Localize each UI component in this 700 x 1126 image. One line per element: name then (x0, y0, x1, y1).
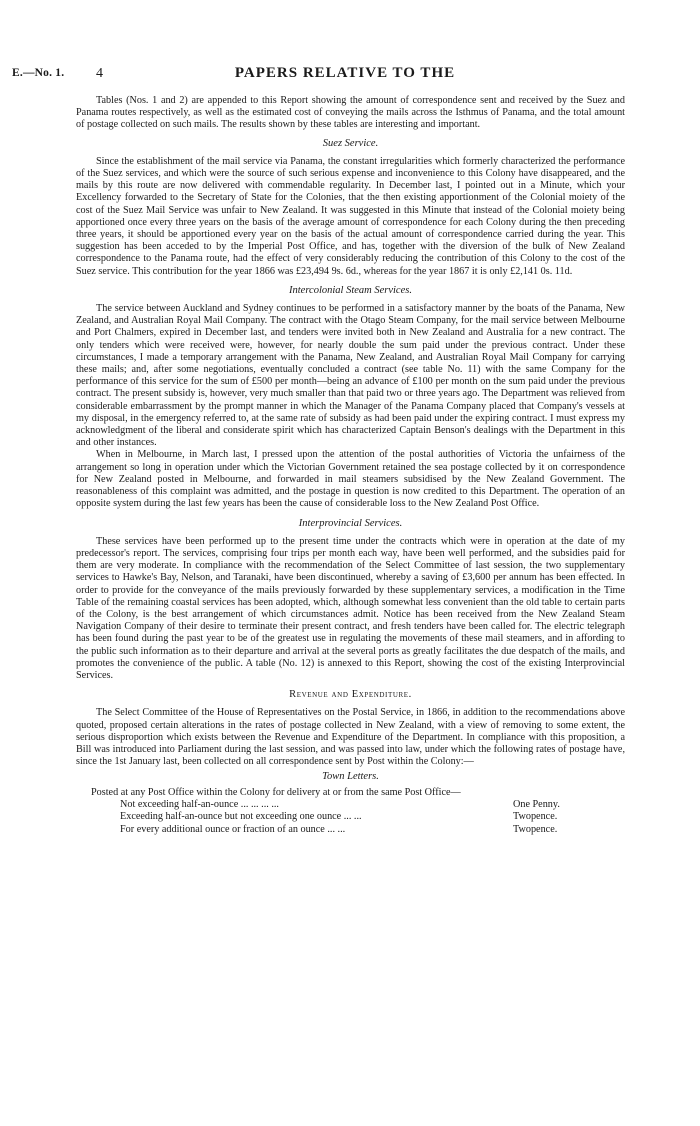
intercolonial-paragraph-1: The service between Auckland and Sydney continues to be performed in a satisfactory manner by the boats of the Panama, New Zealand, and Australian Royal Mail Company. The contract with the Otago Steam Company, for the mail service between Melbourne and Port Chalmers, expired in December last, and tenders were invited both in New Zealand and Australia for a new contract. The only tenders which were received were, however, for nearly double the sum paid under the previous contract. Under these circumstances, I made a temporary arrangement with the Panama, New Zealand, and Australian Royal Mail Company for carrying these mails; and, after some negotiations, eventually concluded a contract (see table No. 11) with the same Company for the performance of this service for the sum of £500 per month—being an advance of £100 per month on the sum paid under the previous contract. The present subsidy is, however, very much smaller than that paid two or three years ago. The Department was relieved from considerable embarrassment by the prompt manner in which the Manager of the Panama Company placed that Company's vessels at my disposal, in the emergency referred to, at the same rate of subsidy as had been paid under the expiring contract. I must express my acknowledgment of the liberal and considerate spirit which has characterized Captain Benson's dealings with the Department in this and other instances. (76, 303, 625, 449)
rates-intro: Posted at any Post Office within the Colony for delivery at or from the same Post Office— (91, 786, 461, 798)
rate-amount: Twopence. (513, 823, 558, 835)
page-number: 4 (96, 66, 103, 81)
rate-description: Exceeding half-an-ounce but not exceeding one ounce ... ... (120, 811, 362, 823)
heading-town-letters: Town Letters. (322, 771, 379, 783)
interprovincial-paragraph: These services have been performed up to the present time under the contracts which were in operation at the date of my predecessor's report. The services, comprising four trips per month each way, have been well performed, and the subsidies paid for them are very moderate. In compliance with the recommendation of the Select Committee of last session, the two supplementary services to Hawke's Bay, Nelson, and Taranaki, have been discontinued, whereby a saving of £3,600 per annum has been effected. In order to provide for the conveyance of the mails previously forwarded by these supplementary services, a modification in the Time Table of the remaining coastal services has been adopted, which, although somewhat less convenient than the old table to certain parts of the Colony, is the best arrangement of which circumstances admit. Notice has been received from the New Zealand Steam Navigation Company of their desire to terminate their present contract, and fresh tenders have been called for. The electric telegraph has been found during the past year to be of the greatest use in regulating the movements of these mail steamers, and in affording to the public such information as to their departure and arrival at the several ports as greatly facilitates the due despatch of the mails, and promotes the convenience of the public. A table (No. 12) is annexed to this Report, showing the cost of the existing Interprovincial Services. (76, 535, 625, 681)
rate-description: For every additional ounce or fraction of an ounce ... ... (120, 823, 346, 835)
rate-amount: One Penny. (513, 798, 560, 810)
intro-paragraph: Tables (Nos. 1 and 2) are appended to this Report showing the amount of correspondence sent and received by the Suez and Panama routes respectively, as well as the estimated cost of conveying the mails across the Isthmus of Panama, and the total amount of postage collected on such mails. The results shown by these tables are interesting and important. (76, 95, 625, 131)
page-header (12, 67, 678, 87)
document-reference: E.—No. 1. (12, 67, 65, 79)
running-title: PAPERS RELATIVE TO THE (234, 65, 456, 81)
rate-row (76, 811, 625, 823)
rate-row (76, 799, 625, 811)
heading-revenue-expenditure: Revenue and Expenditure. (289, 689, 412, 701)
suez-paragraph: Since the establishment of the mail service via Panama, the constant irregularities which formerly characterized the performance of the Suez services, and which were the source of such serious expense and inconvenience to this Colony have disappeared, and the mails by this route are now delivered with commendable regularity. In December last, I pointed out in a Minute, which your Excellency forwarded to the Secretary of State for the Colonies, that the then existing apportionment of the Colonial moiety of the cost of the Suez Mail Service was unfair to New Zealand. It was suggested in this Minute that instead of the Colonial moiety being apportioned once every three years on the basis of the average amount of correspondence for each Colony during the then preceding three years, it should be apportioned every year on the basis of the actual amount of correspondence carried during the year. This suggestion has been acceded to by the Imperial Post Office, and has, together with the diversion of the bulk of New Zealand correspondence to the Panama route, had the effect of very considerably reducing the contribution of this Colony to the cost of the Suez service. This contribution for the year 1866 was £23,494 9s. 6d., whereas for the year 1867 it is only £2,141 0s. 11d. (76, 155, 625, 277)
rate-description: Not exceeding half-an-ounce ... ... ... ... (120, 798, 279, 810)
heading-suez-service: Suez Service. (322, 137, 379, 149)
heading-intercolonial-services: Intercolonial Steam Services. (289, 284, 412, 296)
rate-amount: Twopence. (513, 811, 558, 823)
body-text (76, 95, 625, 836)
revenue-paragraph: The Select Committee of the House of Representatives on the Postal Service, in 1866, in addition to the recommendations above quoted, proposed certain alterations in the rates of postage collected in New Zealand, with a view of removing to some extent, the serious disproportion which exists between the Revenue and Expenditure of the Department. In compliance with this proposition, a Bill was introduced into Parliament during the last session, and was passed into law, under which the following rates of postage have, since the 1st January last, been collected on all correspondence sent by Post within the Colony:— (76, 707, 625, 768)
intercolonial-paragraph-2: When in Melbourne, in March last, I pressed upon the attention of the postal authorities of Victoria the unfairness of the arrangement so long in operation under which the Victorian Government retained the sea postage collected by it on correspondence for New Zealand posted in Melbourne, and forwarded in mail steamers subsidised by the New Zealand Government. The reasonableness of this complaint was admitted, and the postage in question is now credited to this Department. The operation of an opposite system during the last few years has been the cause of considerable loss to the New Zealand Post Office. (76, 449, 625, 510)
heading-interprovincial-services: Interprovincial Services. (298, 517, 403, 529)
rate-row (76, 824, 625, 836)
